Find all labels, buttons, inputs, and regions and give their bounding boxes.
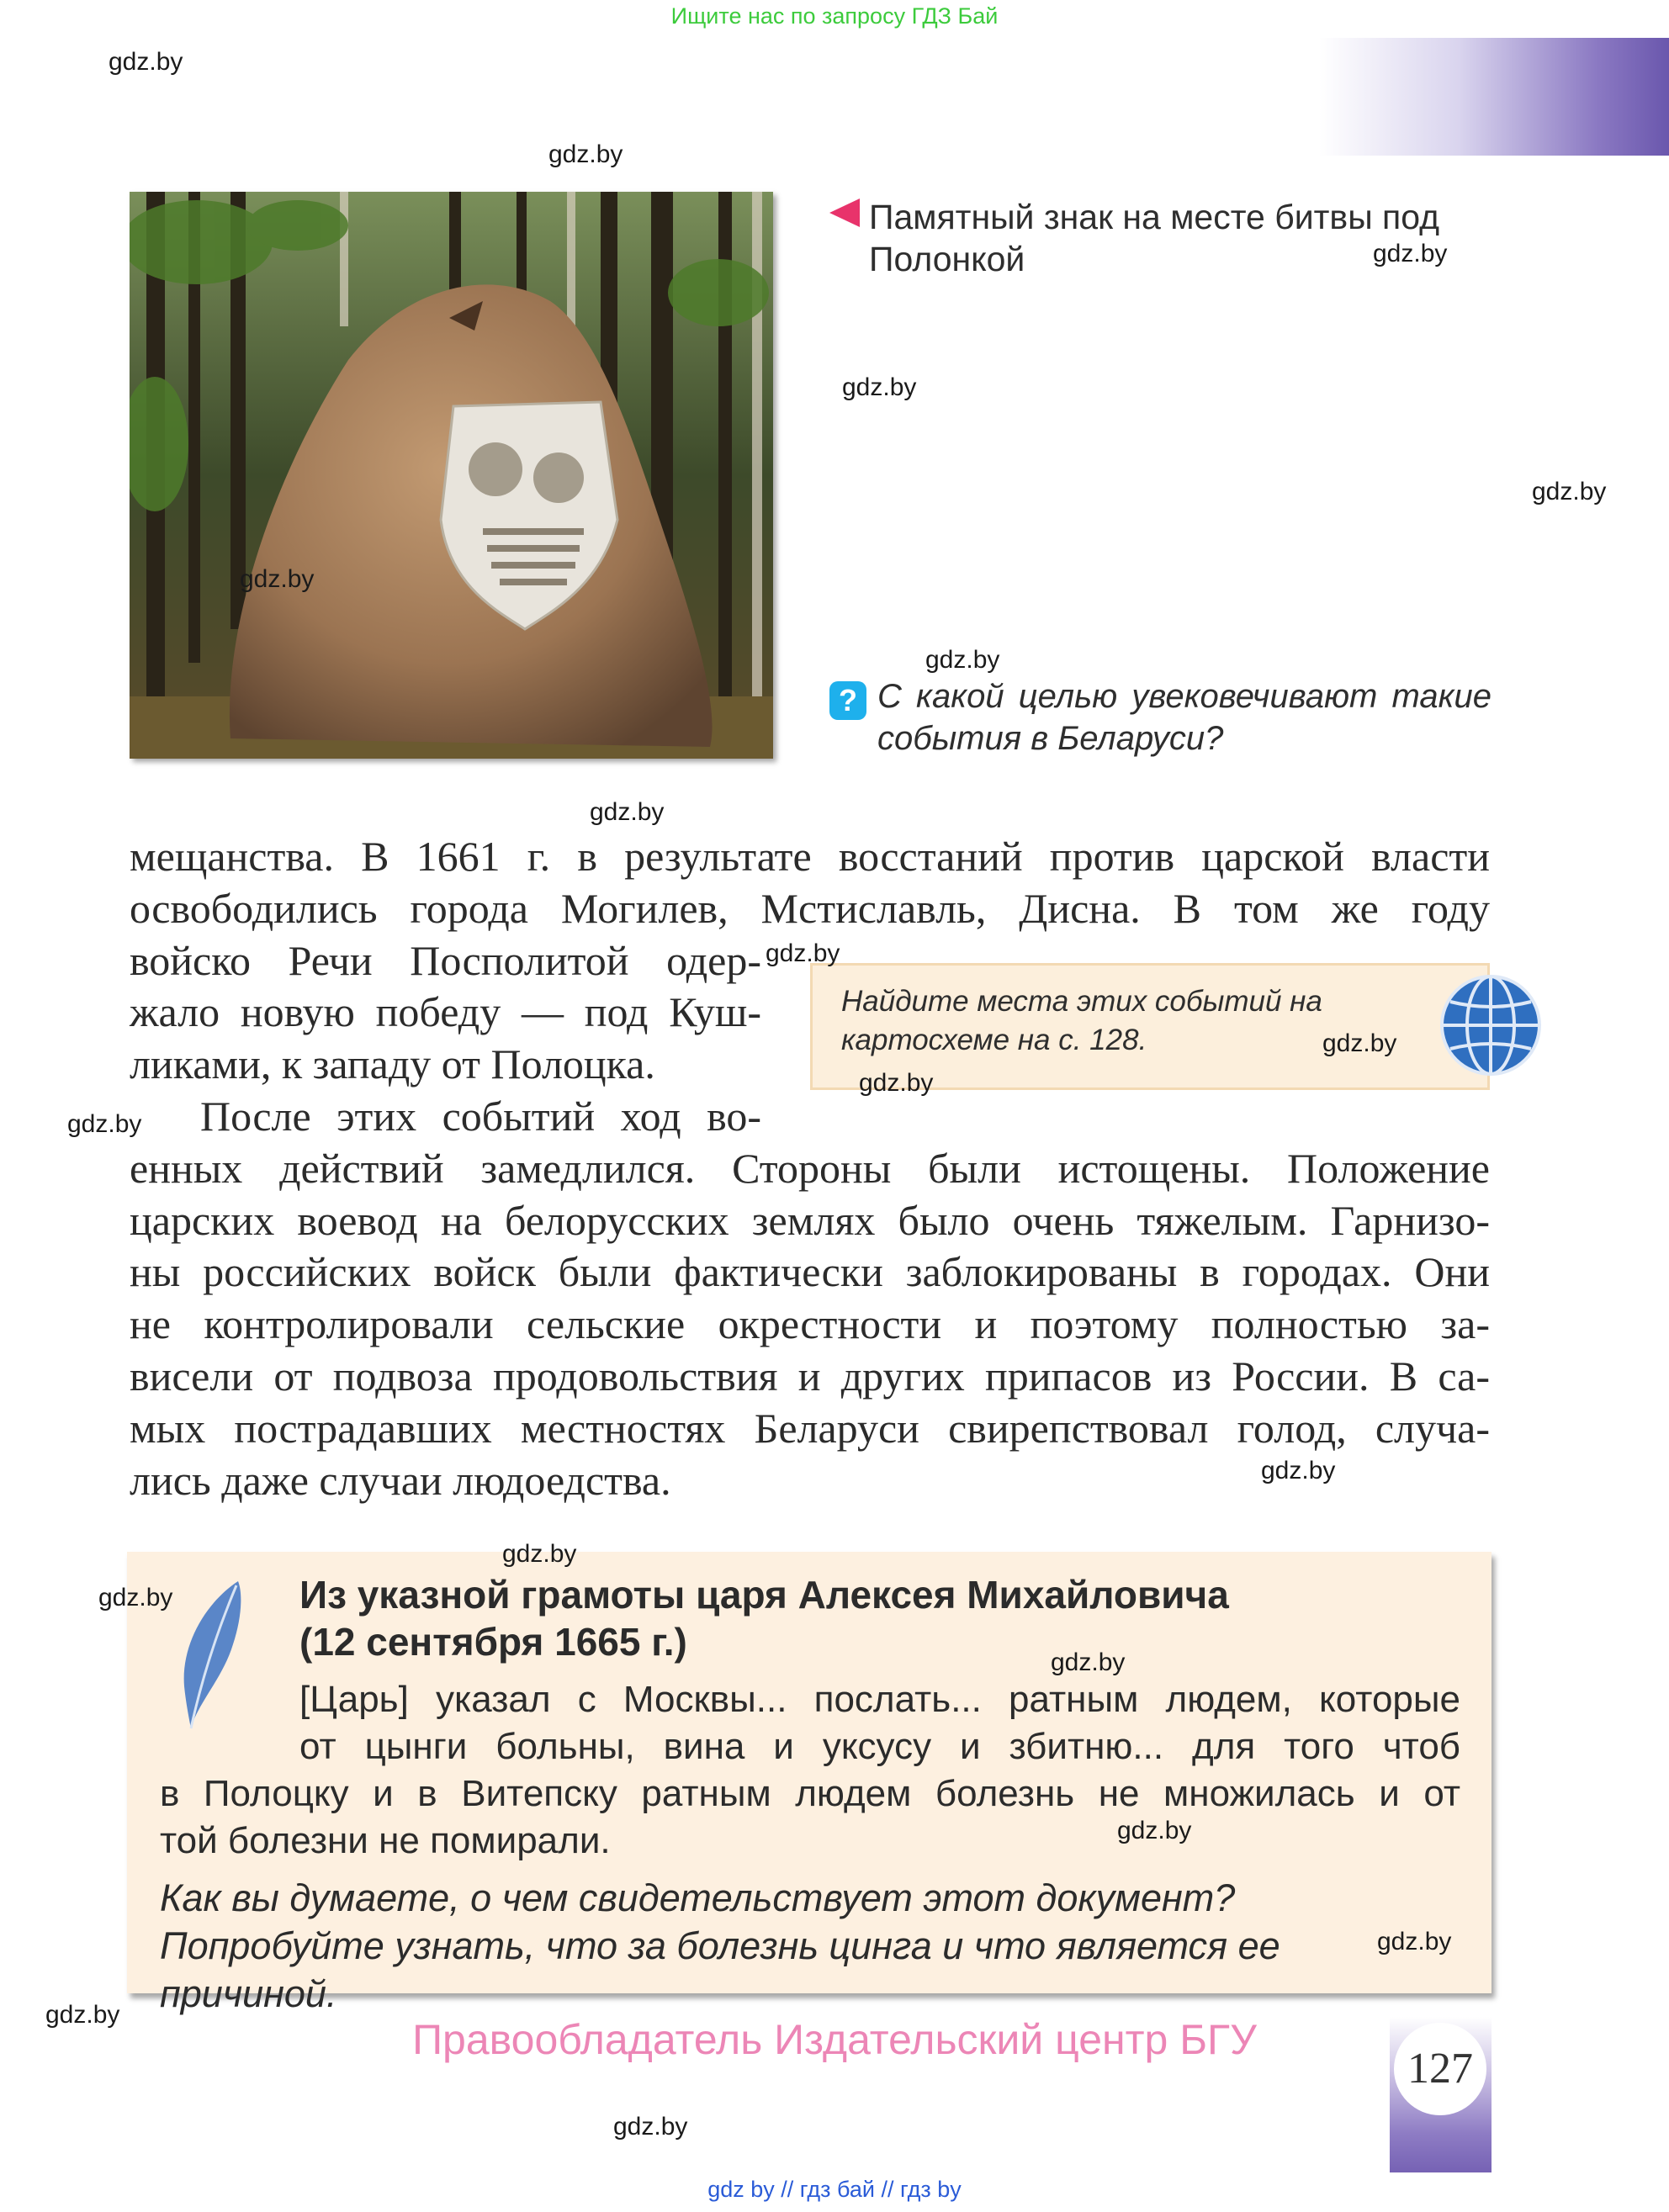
document-line: в Полоцку и в Витепску ратным людем болезнь не множилась и от	[160, 1773, 1460, 1814]
text-line: мещанства. В 1661 г. в результате восстаний против царской власти	[130, 833, 1490, 880]
watermark: gdz.by	[842, 373, 917, 401]
watermark: gdz.by	[1261, 1457, 1336, 1484]
text-line: мых пострадавших местностях Беларуси свирепствовал голод, случа-	[130, 1404, 1490, 1452]
watermark: gdz.by	[590, 798, 665, 826]
text-line: войско Речи Посполитой одер-	[130, 936, 761, 984]
bottom-links[interactable]: gdz by // гдз бай // гдз by	[707, 2177, 962, 2202]
watermark: gdz.by	[1532, 478, 1607, 505]
watermark: gdz.by	[67, 1110, 142, 1138]
watermark: gdz.by	[1322, 1029, 1397, 1057]
question-icon: ?	[829, 681, 866, 720]
document-line: той болезни не помирали.	[160, 1820, 611, 1861]
watermark: gdz.by	[613, 2113, 688, 2141]
document-title-line: Из указной грамоты царя Алексея Михайловича	[299, 1573, 1229, 1617]
text-line: лись даже случаи людоедства.	[130, 1456, 671, 1504]
copyright-notice: Правообладатель Издательский центр БГУ	[412, 2016, 1257, 2063]
page-number: 127	[1394, 2023, 1486, 2115]
text-line: жало новую победу — под Куш-	[130, 988, 761, 1036]
watermark: gdz.by	[1377, 1928, 1452, 1955]
document-line: [Царь] указал с Москвы... послать... ратным людем, которые	[299, 1679, 1460, 1720]
watermark: gdz.by	[98, 1584, 173, 1611]
map-task-text: Найдите места этих событий на картосхеме на с. 128.	[841, 985, 1322, 1056]
watermark: gdz.by	[766, 939, 840, 967]
text-line: ны российских войск были фактически заблокированы в городах. Они	[130, 1248, 1490, 1296]
watermark: gdz.by	[1117, 1817, 1192, 1844]
photo-caption: Памятный знак на месте битвы под Полонкой	[869, 198, 1440, 278]
question-text: С какой целью увековечивают такие события в Беларуси?	[877, 678, 1492, 757]
text-line: После этих событий ход во-	[200, 1092, 761, 1140]
header-decoration	[1319, 38, 1669, 156]
text-line: висели от подвоза продовольствия и других припасов из России. В са-	[130, 1352, 1490, 1400]
text-line: енных действий замедлился. Стороны были истощены. Положение	[130, 1144, 1490, 1192]
document-title-line: (12 сентября 1665 г.)	[299, 1620, 687, 1664]
globe-icon	[1439, 973, 1543, 1077]
main-paragraph	[130, 831, 1490, 1506]
watermark: gdz.by	[859, 1069, 934, 1097]
document-question: Как вы думаете, о чем свидетельствует этот документ? Попробуйте узнать, что за болезнь цинга и что является ее причиной.	[160, 1876, 1280, 2015]
watermark: gdz.by	[109, 48, 183, 76]
document-line: от цынги больны, вина и уксусу и збитню... для того чтоб	[299, 1726, 1460, 1767]
watermark: gdz.by	[45, 2001, 120, 2029]
text-line: освободились города Могилев, Мстиславль, Дисна. В том же году	[130, 884, 1490, 932]
document-body	[160, 1676, 1460, 1865]
text-line: не контролировали сельские окрестности и поэтому полностью за-	[130, 1300, 1490, 1348]
text-line: ликами, к западу от Полоцка.	[130, 1040, 655, 1088]
watermark: gdz.by	[502, 1540, 577, 1568]
watermark: gdz.by	[925, 646, 1000, 674]
watermark: gdz.by	[1051, 1648, 1126, 1676]
watermark: gdz.by	[548, 140, 623, 168]
monument-photo	[130, 192, 773, 759]
watermark: gdz.by	[240, 565, 315, 593]
watermark: gdz.by	[1373, 240, 1448, 267]
top-banner: Ищите нас по запросу ГДЗ Бай	[670, 3, 999, 29]
caption-marker-icon	[829, 198, 860, 227]
text-line: царских воевод на белорусских землях было очень тяжелым. Гарнизо-	[130, 1196, 1490, 1244]
